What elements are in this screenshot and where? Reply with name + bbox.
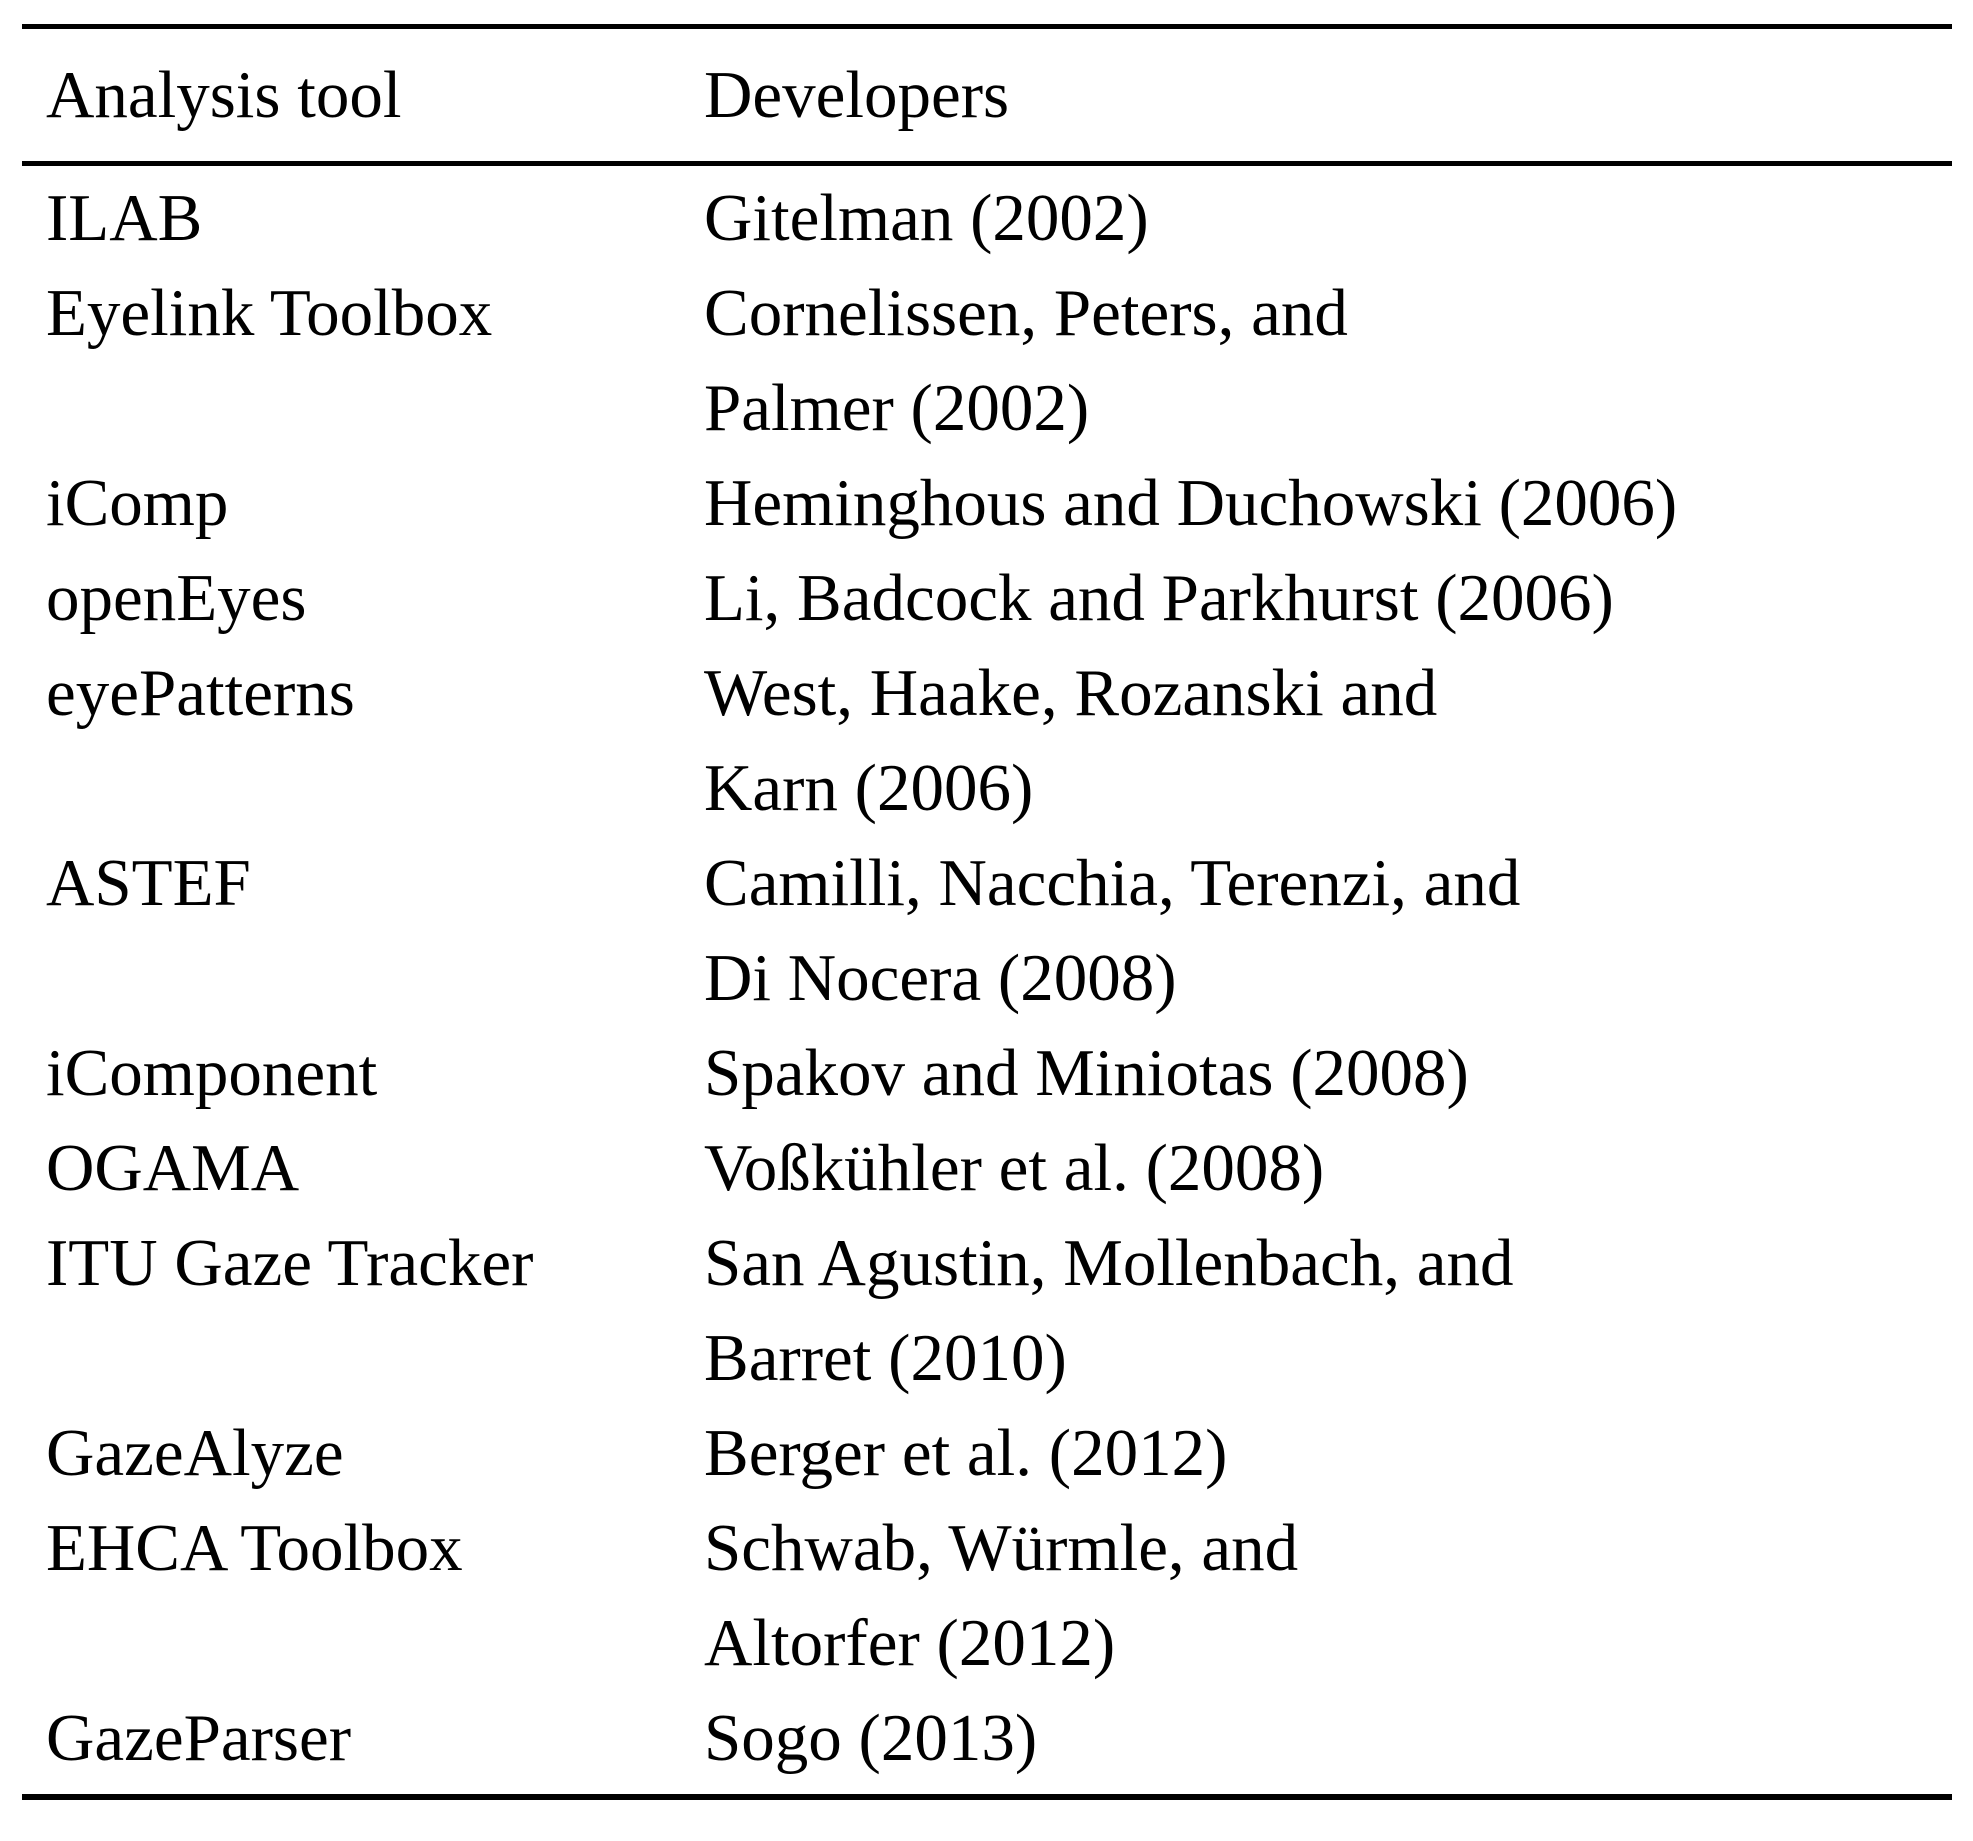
developers-line: Schwab, Würmle, and [704,1511,1299,1585]
tool-name-cell: ITU Gaze Tracker [46,1226,534,1300]
developers-line: Berger et al. (2012) [704,1416,1228,1490]
developers-cell [704,456,1952,551]
developers-line: Spakov and Miniotas (2008) [704,1036,1469,1110]
developers-cell [704,646,1952,836]
developers-cell [704,266,1952,456]
developers-line: Li, Badcock and Parkhurst (2006) [704,561,1614,635]
developers-line: Altorfer (2012) [704,1606,1116,1680]
table-body [22,166,1952,1794]
developers-line: Cornelissen, Peters, and [704,276,1348,350]
table-header-row [22,29,1952,161]
developers-line: Voßkühler et al. (2008) [704,1131,1325,1205]
table-row [22,1026,1952,1121]
tool-name-cell: iComponent [46,1036,378,1110]
table-row [22,1216,1952,1406]
table-row [22,171,1952,266]
header-analysis-tool: Analysis tool [46,57,402,132]
tool-name-cell: EHCA Toolbox [46,1511,463,1585]
tool-name-cell: ILAB [46,181,203,255]
developers-line: Sogo (2013) [704,1701,1038,1775]
tool-name-cell: OGAMA [46,1131,300,1205]
developers-line: Karn (2006) [704,751,1034,825]
developers-line: Camilli, Nacchia, Terenzi, and [704,846,1521,920]
table-row [22,266,1952,456]
table-row [22,836,1952,1026]
table-bottom-rule [22,1794,1952,1800]
tool-name-cell: eyePatterns [46,656,355,730]
tools-table [22,24,1952,1800]
developers-line: Gitelman (2002) [704,181,1149,255]
developers-line: Palmer (2002) [704,371,1090,445]
table-row [22,1501,1952,1691]
tool-name-cell: openEyes [46,561,307,635]
developers-cell [704,836,1952,1026]
table-row [22,646,1952,836]
tool-name-cell: iComp [46,466,229,540]
developers-line: Barret (2010) [704,1321,1067,1395]
developers-line: San Agustin, Mollenbach, and [704,1226,1514,1300]
developers-cell [704,1121,1952,1216]
developers-cell [704,171,1952,266]
table-row [22,1121,1952,1216]
tool-name-cell: Eyelink Toolbox [46,276,493,350]
tool-name-cell: GazeParser [46,1701,352,1775]
developers-line: Di Nocera (2008) [704,941,1177,1015]
developers-cell [704,1691,1952,1786]
table-row [22,456,1952,551]
developers-cell [704,551,1952,646]
developers-line: Heminghous and Duchowski (2006) [704,466,1678,540]
tool-name-cell: ASTEF [46,846,251,920]
table-row [22,551,1952,646]
header-developers: Developers [704,57,1010,132]
developers-cell [704,1406,1952,1501]
tool-name-cell: GazeAlyze [46,1416,344,1490]
developers-cell [704,1026,1952,1121]
developers-cell [704,1216,1952,1406]
table-row [22,1691,1952,1786]
table-row [22,1406,1952,1501]
developers-line: West, Haake, Rozanski and [704,656,1438,730]
developers-cell [704,1501,1952,1691]
